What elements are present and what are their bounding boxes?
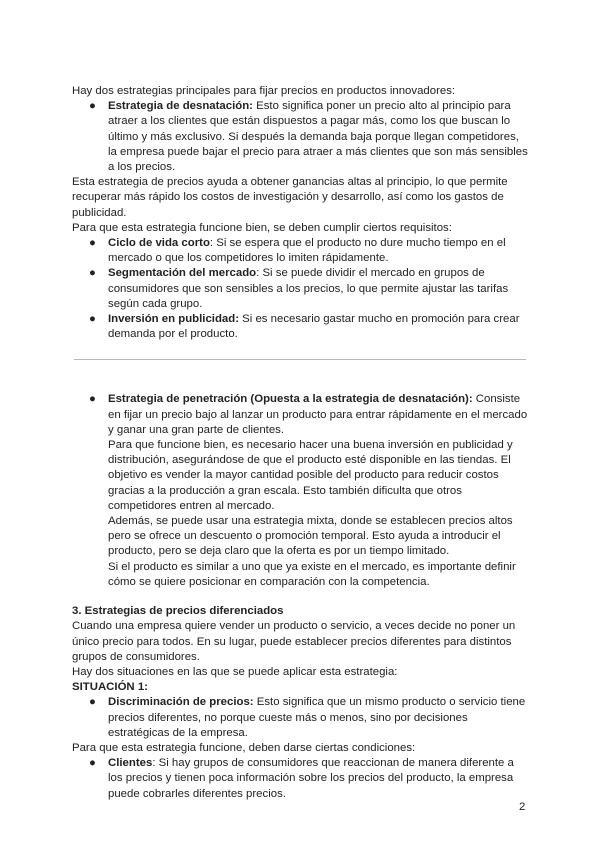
penetration-list — [72, 392, 528, 590]
list-item-penetracion — [72, 392, 528, 590]
horizontal-divider — [74, 359, 526, 360]
requirements-list — [72, 236, 528, 342]
desc-ciclo: : Si se espera que el producto no dure mucho tiempo en el mercado o que los competidores lo imiten rápidamente. — [108, 237, 506, 265]
intro-paragraph: Hay dos estrategias principales para fijar precios en productos innovadores: — [72, 85, 456, 97]
bullet-icon: ● — [89, 757, 96, 770]
term-clientes: Clientes — [108, 757, 153, 770]
bullet-icon: ● — [89, 313, 96, 326]
list-item-desnatacion — [72, 99, 528, 175]
paragraph-precios-diferentes: Cuando una empresa quiere vender un producto o servicio, a veces decide no poner un único precio para todos. En su lugar, puede establecer precios diferentes para distintos grupos de consumidores. — [72, 620, 516, 663]
paragraph-posicionar: Si el producto es similar a uno que ya existe en el mercado, es importante definir cómo se quiere posicionar en comparación con la competencia. — [108, 560, 516, 588]
desc-discriminacion: Esto significa que un mismo producto o servicio tiene precios diferentes, no porque cueste más o menos, sino por decisiones estratégicas de la empresa. — [108, 696, 526, 739]
spacer — [72, 378, 528, 392]
section-heading: 3. Estrategias de precios diferenciados — [72, 605, 284, 618]
page-number: 2 — [519, 801, 526, 813]
term-publicidad: Inversión en publicidad: — [108, 313, 240, 326]
desc-penetracion: Consiste en fijar un precio bajo al lanzar un producto para entrar rápidamente en el mercado y ganar una gran parte de clientes. — [108, 393, 528, 436]
desc-desnatacion: Esto significa poner un precio alto al principio para atraer a los clientes que están dispuestos a pagar más, como los que buscan lo último y más exclusivo. Si después la demanda baja porque llegan competidores, la empresa puede bajar el precio para atraer a más clientes que son más sensibles a los precios. — [108, 100, 528, 174]
spacer — [72, 590, 528, 604]
term-segmentacion: Segmentación del mercado — [108, 267, 257, 280]
paragraph-situaciones: Hay dos situaciones en las que se puede aplicar esta estrategia: — [72, 665, 398, 678]
situation-heading: SITUACIÓN 1: — [72, 681, 148, 694]
term-penetracion: Estrategia de penetración (Opuesta a la estrategia de desnatación): — [108, 393, 473, 406]
term-desnatacion: Estrategia de desnatación: — [108, 100, 253, 113]
term-ciclo: Ciclo de vida corto — [108, 237, 210, 250]
desc-segmentacion: : Si se puede dividir el mercado en grupos de consumidores que son sensibles a los precios, lo que permite ajustar las tarifas según cada grupo. — [108, 267, 509, 310]
bullet-icon: ● — [89, 393, 96, 406]
list-item-clientes — [72, 756, 528, 802]
list-item-segmentacion — [72, 266, 528, 312]
term-discriminacion: Discriminación de precios: — [108, 696, 254, 709]
desc-publicidad: Si es necesario gastar mucho en promoción para crear demanda por el producto. — [108, 313, 520, 341]
bullet-icon: ● — [89, 237, 96, 250]
paragraph-ganancias: Esta estrategia de precios ayuda a obtener ganancias altas al principio, lo que permite recuperar más rápido los costos de investigación y desarrollo, así como los gastos de publicidad. — [72, 176, 508, 219]
paragraph-inversion: Para que funcione bien, es necesario hacer una buena inversión en publicidad y distribución, asegurándose de que el producto esté disponible en las tiendas. El objetivo es vender la mayor cantidad posible del producto para reducir costos gracias a la producción a gran escala. Esto también dificulta que otros competidores entren al mercado. — [108, 439, 513, 512]
bullet-icon: ● — [89, 100, 96, 113]
document-page — [72, 84, 528, 802]
bullet-icon: ● — [89, 696, 96, 709]
discrimination-list — [72, 695, 528, 741]
paragraph-mixta: Además, se puede usar una estrategia mixta, donde se establecen precios altos pero se ofrece un descuento o promoción temporal. Esto ayuda a introducir el producto, pero se deja claro que la oferta es por un tiempo limitado. — [108, 515, 513, 558]
list-item-ciclo — [72, 236, 528, 266]
list-item-publicidad — [72, 312, 528, 342]
bullet-icon: ● — [89, 267, 96, 280]
desc-clientes: : Si hay grupos de consumidores que reaccionan de manera diferente a los precios y tienen poca información sobre los precios del producto, la empresa puede cobrarles diferentes precios. — [108, 757, 514, 800]
paragraph-condiciones: Para que esta estrategia funcione, deben darse ciertas condiciones: — [72, 741, 416, 754]
conditions-list — [72, 756, 528, 802]
paragraph-requisitos: Para que esta estrategia funcione bien, se deben cumplir ciertos requisitos: — [72, 221, 452, 234]
list-item-discriminacion — [72, 695, 528, 741]
strategy-list — [72, 99, 528, 175]
